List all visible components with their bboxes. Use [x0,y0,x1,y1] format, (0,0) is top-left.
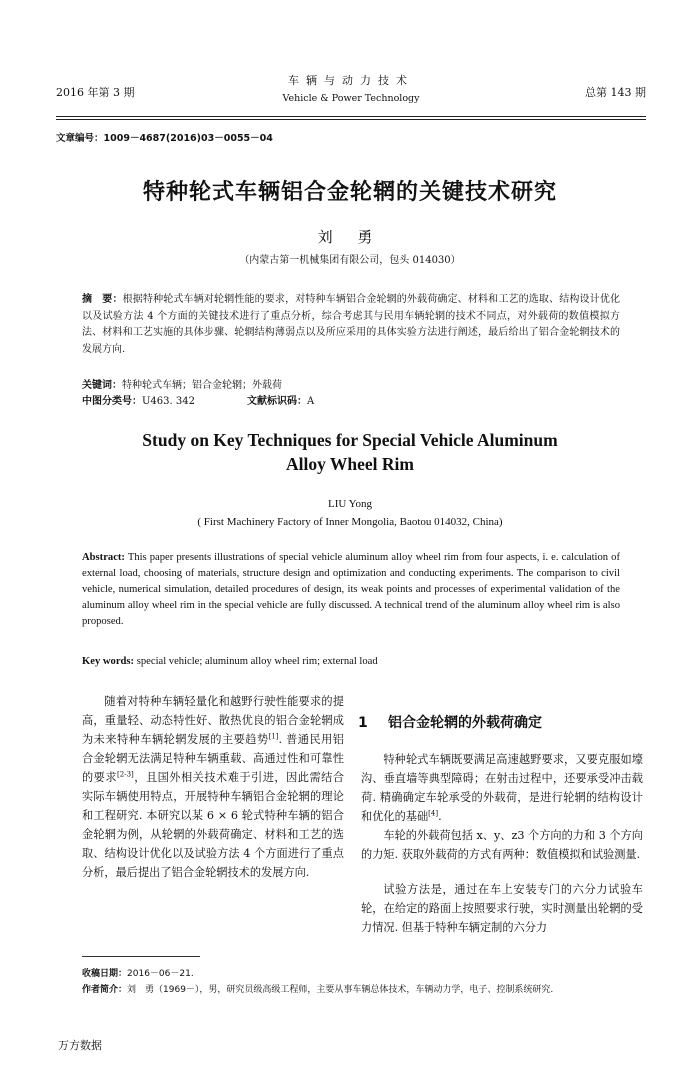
abstract-en-text: This paper presents illustrations of special vehicle aluminum alloy wheel rim from four aspects, i. e. calculation of external load, choosing of materials, structure design and optimization and conducting experiments. The comparison to civil vehicle, numerical simulation, detailed procedures of design, its weak points and processes of experimental validation of the aluminum alloy wheel rim in the special vehicle are fully discussed. A technical trend of the aluminum alloy wheel rim is also proposed. [82,552,620,627]
keywords-en [82,656,378,667]
received-date: 2016－06－21. [127,969,194,979]
title-cn: 特种轮式车辆铝合金轮辋的关键技术研究 [142,180,557,205]
clc-number [82,392,195,407]
article-number: 文章编号：1009－4687(2016)03－0055－04 [56,133,273,144]
watermark: 万方数据 [58,1039,102,1052]
title-en-line1: Study on Key Techniques for Special Vehicle Aluminum [142,430,558,450]
section-title: 铝合金轮辋的外载荷确定 [388,715,542,731]
abstract-cn [82,292,620,358]
document-code [247,392,314,407]
footnote-received [82,966,194,979]
header-rule-top [56,116,646,117]
running-header [56,70,646,114]
affiliation-en: ( First Machinery Factory of Inner Mongolia, Baotou 014032, China) [197,516,503,528]
journal-name-cn: 车辆与动力技术 [288,74,414,87]
clc-label: 中图分类号： [82,396,142,407]
journal-name-en: Vehicle & Power Technology [282,93,420,104]
abstract-en-label: Abstract: [82,552,125,563]
keywords-cn [82,376,282,391]
total-issue-label: 总第 143 期 [585,86,646,99]
keywords-en-label: Key words: [82,656,135,667]
document-code-text: A [307,396,315,407]
journal-name [56,72,646,104]
citation-2-3: [2-3] [117,770,134,779]
keywords-cn-text: 特种轮式车辆；铝合金轮辋；外载荷 [122,380,282,391]
footnote-rule [82,956,200,957]
bio-label: 作者简介： [82,985,128,995]
issue-label: 2016 年第 3 期 [56,86,135,99]
keywords-cn-label: 关键词： [82,380,122,391]
keywords-en-text: special vehicle; aluminum alloy wheel rim; external load [134,656,378,667]
body-paragraph-3: 试验方法是，通过在车上安装专门的六分力试验车轮，在给定的路面上按照要求行驶，实时测量出轮辋的受力情况. 但基于特种车辆定制的六分力 [361,883,643,934]
document-code-label: 文献标识码： [247,396,307,407]
abstract-en [82,550,620,630]
section-heading-1 [358,712,542,732]
paragraph-1-end: . [438,810,442,823]
abstract-cn-text: 根据特种轮式车辆对轮辋性能的要求，对特种车辆铝合金轮辋的外载荷确定、材料和工艺的选取、结构设计优化以及试验方法 4 个方面的关键技术进行了重点分析，综合考虑其与民用车辆轮辋的技术不同点，对外载荷的数值模拟方法、材料和工艺实施的具体步骤、轮辋结构薄弱点以及所应采用的具体实验方法进行阐述，最后给出了铝合金轮辋技术的发展方向. [82,294,621,355]
intro-text-3: ，且国外相关技术难于引进，因此需结合实际车辆使用特点，开展特种车辆铝合金轮辋的理论和工程研究. 本研究以某 6 × 6 轮式特种车辆的铝合金轮辋为例，从轮辋的外载荷确定、材料和工艺的选取、结构设计优化以及试验方法 4 个方面进行了重点分析，最后提出了铝合金轮辋技术的发展方向. [82,771,344,879]
title-en [0,428,700,476]
header-rule-bottom [56,119,646,120]
author-en: LIU Yong [327,498,372,510]
body-intro-paragraph [82,692,344,882]
citation-1: [1] [268,732,279,741]
section-number: 1 [358,715,368,731]
author-cn: 刘 勇 [317,228,383,246]
paragraph-1-text: 特种轮式车辆既要满足高速越野要求，又要克服如壕沟、垂直墙等典型障碍；在射击过程中，还要承受冲击载荷. 精确确定车轮承受的外载荷，是进行轮辋的结构设计和优化的基础 [361,753,643,823]
received-label: 收稿日期： [82,969,128,979]
intro-text-2: . 普通民用铝合金轮辋无法满足特种车辆重载、高通过性和可靠性的要求 [82,733,344,784]
body-paragraph-2: 车轮的外载荷包括 x、y、z3 个方向的力和 3 个方向的力矩. 获取外载荷的方式有两种：数值模拟和试验测量. [361,829,643,861]
bio-text: 刘 勇（1969－），男，研究员级高级工程师，主要从事车辆总体技术，车辆动力学，电子、控制系统研究. [127,985,554,995]
affiliation-cn: （内蒙古第一机械集团有限公司，包头 014030） [239,255,461,266]
citation-4: [4] [428,809,439,818]
intro-text-1: 随着对特种车辆轻量化和越野行驶性能要求的提高，重量轻、动态特性好、散热优良的铝合金轮辋成为未来特种车辆轮辋发展的主要趋势 [82,695,344,746]
abstract-cn-label: 摘 要： [82,294,123,305]
footnote-author-bio [82,982,553,995]
clc-text: U463. 342 [142,396,195,407]
title-en-line2: Alloy Wheel Rim [285,454,414,474]
body-paragraph-1 [361,750,643,826]
